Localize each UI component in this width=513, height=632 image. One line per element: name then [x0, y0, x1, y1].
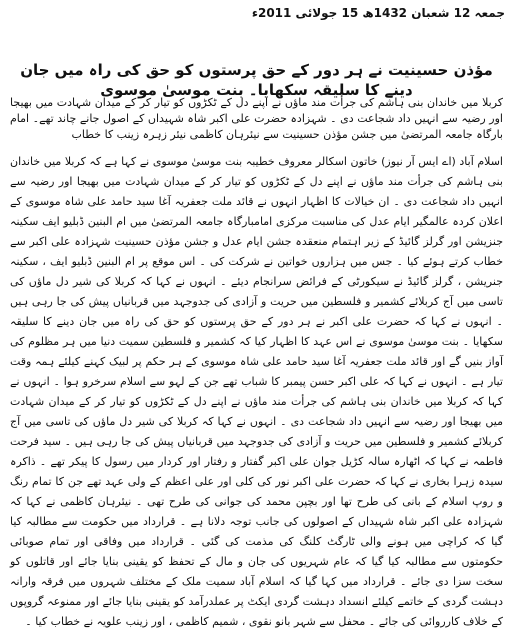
intro-paragraph: کربلا میں خاندان بنی ہاشم کی جرأت مند ماؤں نے اپنے دل کے ٹکڑوں کو تیار کر کے میدان شہادت میں بھیجا اور رضیہ سے انہیں داد شجاعت دی ۔ شہزادہ حضرت علی اکبر شاہ شہیداں کے اصول جانے چاند تھے۔ امام بارگاہ جامعہ المرتضیٰ میں جشن مؤذن حسینیت سے نیئرہان کاظمی نیئر زہرہ زینب کا خطاب: [10, 96, 503, 141]
dateline: جمعہ 12 شعبان 1432ھ 15 جولائی 2011ء: [251, 6, 505, 20]
headline: مؤذن حسینیت نے ہر دور کے حق پرستوں کو حق کی راہ میں جان دینے کا سلیقہ سکھایا۔ بنت موسیٰ موسوی: [20, 61, 493, 99]
body-text: اسلام آباد (اے ایس آر نیوز) خاتون اسکالر معروف خطیبہ بنت موسیٰ موسوی نے کہا ہے کہ کربلا میں خاندان بنی ہاشم کی جرأت مند ماؤں نے اپنے دل کے ٹکڑوں کو تیار کر کے میدان شہادت میں بھیجا اور رضیہ سے انہیں داد شجاعت دی ۔ ان خیالات کا اظہار انہوں نے قائد ملت جعفریہ آغا سید حامد علی شاہ موسوی کے اعلان کردہ عالمگیر ایام عدل کی مناسبت مرکزی امامبارگاہ جامعہ المرتضیٰ میں ام البنین ڈبلیو ایف سکینہ جنزیشن اور گرلز گائیڈ کے زیر اہتمام منعقدہ جشن ایام عدل و جشن مؤذن حسینیت شہزادہ علی اکبر سے خطاب کرتے ہوئے کیا ۔ جس میں ہزاروں خواتین نے شرکت کی ۔ اس موقع پر ام البنین ڈبلیو ایف ، سکینہ جنریشن ، گرلز گائیڈ نے سیکورٹی کے فرائض سرانجام دیئے ۔ انہوں نے کہا کہ کربلا کی شیر دل ماؤں کی تاسی میں آج کربلائے کشمیر و فلسطین میں حریت و آزادی کی جدوجہد میں قربانیاں پیش کی جا رہی ہیں ۔ انہوں نے کہا کہ حضرت علی اکبر نے ہر دور کے حق پرستوں کو حق کی راہ میں جان دینے کا سلیقہ سکھایا ۔ بنت موسیٰ موسوی نے اس عہد کا اظہار کیا کہ کشمیر و فلسطین سمیت دنیا میں ہر مظلوم کی آواز بنیں گے اور قائد ملت جعفریہ آغا سید حامد علی شاہ موسوی کے ہر حکم پر لبیک کہنے کیلئے ہمہ وقت تیار ہے ۔ انہوں نے کہا کہ علی اکبر حسن پیمبر کا شباب تھے جن کے لہو سے اسلام سرخرو ہوا ۔ انہوں نے کہا کہ کربلا میں خاندان بنی ہاشم کی جرأت مند ماؤں نے اپنے دل کے ٹکڑوں کو تیار کر کے میدان شہادت میں بھیجا اور رضیہ سے انہیں داد شجاعت دی ۔ انہوں نے کہا کہ کربلا کی شیر دل ماؤں کی تاسی میں آج کربلائے کشمیر و فلسطین میں حریت و آزادی کی جدوجہد میں قربانیاں پیش کی جا رہی ہیں ۔ سید فرحت فاطمہ نے کہا کہ اٹھارہ سالہ کڑیل جوان علی اکبر گفتار و رفتار اور کردار میں رسول کا پیکر تھے ۔ ذاکرہ سیدہ زہرا بخاری نے کہا کہ حضرت علی اکبر نور کی کلی اور علی اعظم کے ولی عہد تھے جن کا تمام رنگ و روپ اسلام کے بانی کی طرح تھا اور بچپن محمد کی جوانی کی طرح تھی ۔ نیئرہان کاظمی نے کہا کہ شہزادہ علی اکبر شاہ شہیداں کے اصولوں کی جانب توجہ دلانا ہے ۔ قرارداد میں حکومت سے مطالبہ کیا گیا کہ کراچی میں ہونے والی ٹارگٹ کلنگ کی مذمت کی گئی ۔ قرارداد میں وفاقی اور تمام صوبائی حکومتوں سے مطالبہ کیا گیا کہ عام شہریوں کی جان و مال کے تحفظ کو یقینی بنایا جائے اور قاتلوں کو سخت سزا دی جائے ۔ قرارداد میں کہا گیا کہ اسلام آباد سمیت ملک کے مختلف شہروں میں فرقہ وارانہ دہشت گردی کے خاتمے کیلئے انسداد دہشت گردی ایکٹ پر عملدرآمد کو یقینی بنایا جائے اور ممنوعہ گروپوں کے خلاف کارروائی کی جائے ۔ محفل سے شہر بانو نقوی ، شمیم کاظمی ، اور زینب علویہ نے خطاب کیا ۔: [10, 155, 503, 628]
